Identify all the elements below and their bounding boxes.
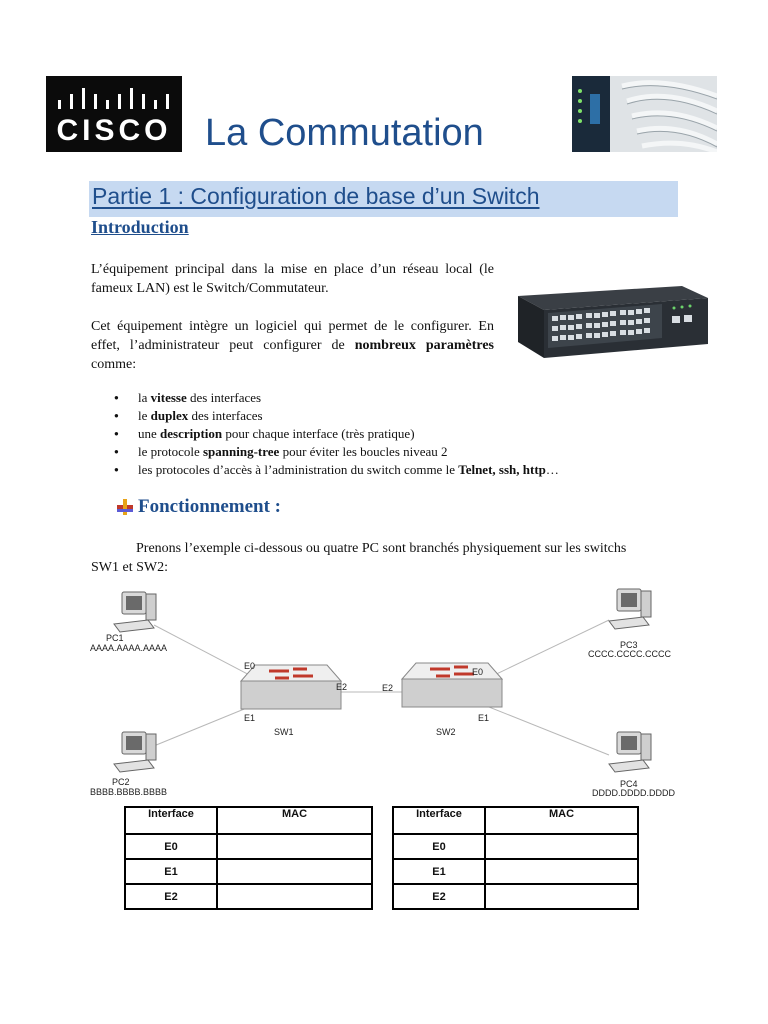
table-cell-interface: E0 — [393, 834, 485, 859]
table-cell-interface: E2 — [125, 884, 217, 909]
sw2-e0-label: E0 — [472, 667, 484, 677]
link-sw2-pc4 — [484, 705, 609, 755]
table-cell-mac — [217, 834, 372, 859]
sw2-e1-label: E1 — [478, 713, 490, 723]
table-header-interface: Interface — [125, 807, 217, 834]
pc3-label: PC3 — [620, 640, 638, 650]
sw1-switch-icon — [241, 665, 341, 709]
sw2-e2-label: E2 — [382, 683, 394, 693]
sw1-e1-label: E1 — [244, 713, 256, 723]
list-item-text: une — [138, 426, 161, 441]
pc1-mac-label: AAAA.AAAA.AAAA — [90, 643, 168, 653]
list-item — [114, 443, 714, 461]
list-item — [114, 461, 714, 479]
table-header-mac: MAC — [485, 807, 638, 834]
sw2-label: SW2 — [436, 727, 456, 737]
pc2-label: PC2 — [112, 777, 130, 787]
intro-paragraph-2-end: comme: — [91, 357, 137, 372]
link-pc1-sw1 — [154, 625, 259, 680]
table-row — [125, 859, 372, 884]
list-item-bold: duplex — [150, 408, 189, 423]
table-cell-mac — [217, 884, 372, 909]
list-item-text: … — [545, 462, 559, 477]
list-item — [114, 425, 714, 443]
pc2-mac-label: BBBB.BBBB.BBBB — [90, 787, 168, 797]
table-header-mac: MAC — [217, 807, 372, 834]
sw1-e0-label: E0 — [244, 661, 256, 671]
table-row — [393, 834, 638, 859]
list-item-bold: vitesse — [150, 390, 187, 405]
table-cell-interface: E0 — [125, 834, 217, 859]
section-heading — [89, 181, 678, 217]
table-header-interface: Interface — [393, 807, 485, 834]
list-item-text: les protocoles d’accès à l’administration du switch comme le — [138, 462, 459, 477]
list-item-bold: Telnet, ssh, http — [458, 462, 546, 477]
table-cell-interface: E1 — [393, 859, 485, 884]
pc1-computer-icon — [114, 592, 156, 632]
pc3-computer-icon — [609, 589, 651, 629]
fonctionnement-paragraph-text: Prenons l’exemple ci-dessous ou quatre PC sont branchés physiquement sur les switchs SW1 et SW2: — [91, 541, 627, 575]
cisco-logo — [46, 76, 182, 152]
intro-paragraph-2 — [91, 317, 494, 374]
list-item-bold: description — [160, 426, 223, 441]
pc4-mac-label: DDDD.DDDD.DDDD — [592, 788, 675, 798]
list-item — [114, 407, 714, 425]
intro-paragraph-2-bold: nombreux paramètres — [354, 338, 494, 353]
feature-list — [114, 389, 714, 479]
bullet-plus-icon — [115, 497, 135, 517]
sw1-label: SW1 — [274, 727, 294, 737]
table-row — [393, 859, 638, 884]
pc4-label: PC4 — [620, 779, 638, 789]
list-item-bold: spanning-tree — [202, 444, 280, 459]
pc2-computer-icon — [114, 732, 156, 772]
introduction-heading: Introduction — [91, 217, 189, 237]
list-item-text: pour éviter les boucles niveau 2 — [279, 444, 448, 459]
section-heading-text: Partie 1 : Configuration de base d’un Switch — [92, 183, 540, 209]
list-item-text: le — [138, 408, 151, 423]
table-cell-mac — [485, 834, 638, 859]
list-item-text: pour chaque interface (très pratique) — [222, 426, 415, 441]
link-pc2-sw1 — [144, 705, 254, 750]
table-cell-interface: E2 — [393, 884, 485, 909]
sw1-e2-label: E2 — [336, 682, 348, 692]
page-title: La Commutation — [205, 112, 484, 154]
sw2-switch-icon — [402, 663, 502, 707]
intro-paragraph-2-text: Cet équipement intègre un logiciel qui permet de le configurer. En effet, l’administrateur peut configurer de — [91, 319, 494, 353]
list-item-text: des interfaces — [186, 390, 262, 405]
list-item-text: des interfaces — [188, 408, 263, 423]
table-row — [125, 884, 372, 909]
list-item-text: le protocole — [138, 444, 203, 459]
table-row — [393, 884, 638, 909]
fonctionnement-paragraph — [91, 539, 651, 577]
pc3-mac-label: CCCC.CCCC.CCCC — [588, 649, 671, 659]
table-row — [125, 834, 372, 859]
sw1-mac-table — [124, 806, 373, 910]
logo-text: CISCO — [56, 114, 172, 147]
pc1-label: PC1 — [106, 633, 124, 643]
table-cell-interface: E1 — [125, 859, 217, 884]
pc4-computer-icon — [609, 732, 651, 772]
network-diagram — [84, 585, 684, 800]
fonctionnement-heading: Fonctionnement : — [138, 496, 282, 517]
list-item-text: la — [138, 390, 151, 405]
table-cell-mac — [485, 884, 638, 909]
network-cables-photo — [572, 76, 717, 152]
switch-device-image — [512, 280, 710, 360]
table-cell-mac — [217, 859, 372, 884]
list-item — [114, 389, 714, 407]
table-cell-mac — [485, 859, 638, 884]
sw2-mac-table — [392, 806, 639, 910]
intro-paragraph-1: L’équipement principal dans la mise en place d’un réseau local (le fameux LAN) est le Switch/Commutateur. — [91, 262, 494, 296]
